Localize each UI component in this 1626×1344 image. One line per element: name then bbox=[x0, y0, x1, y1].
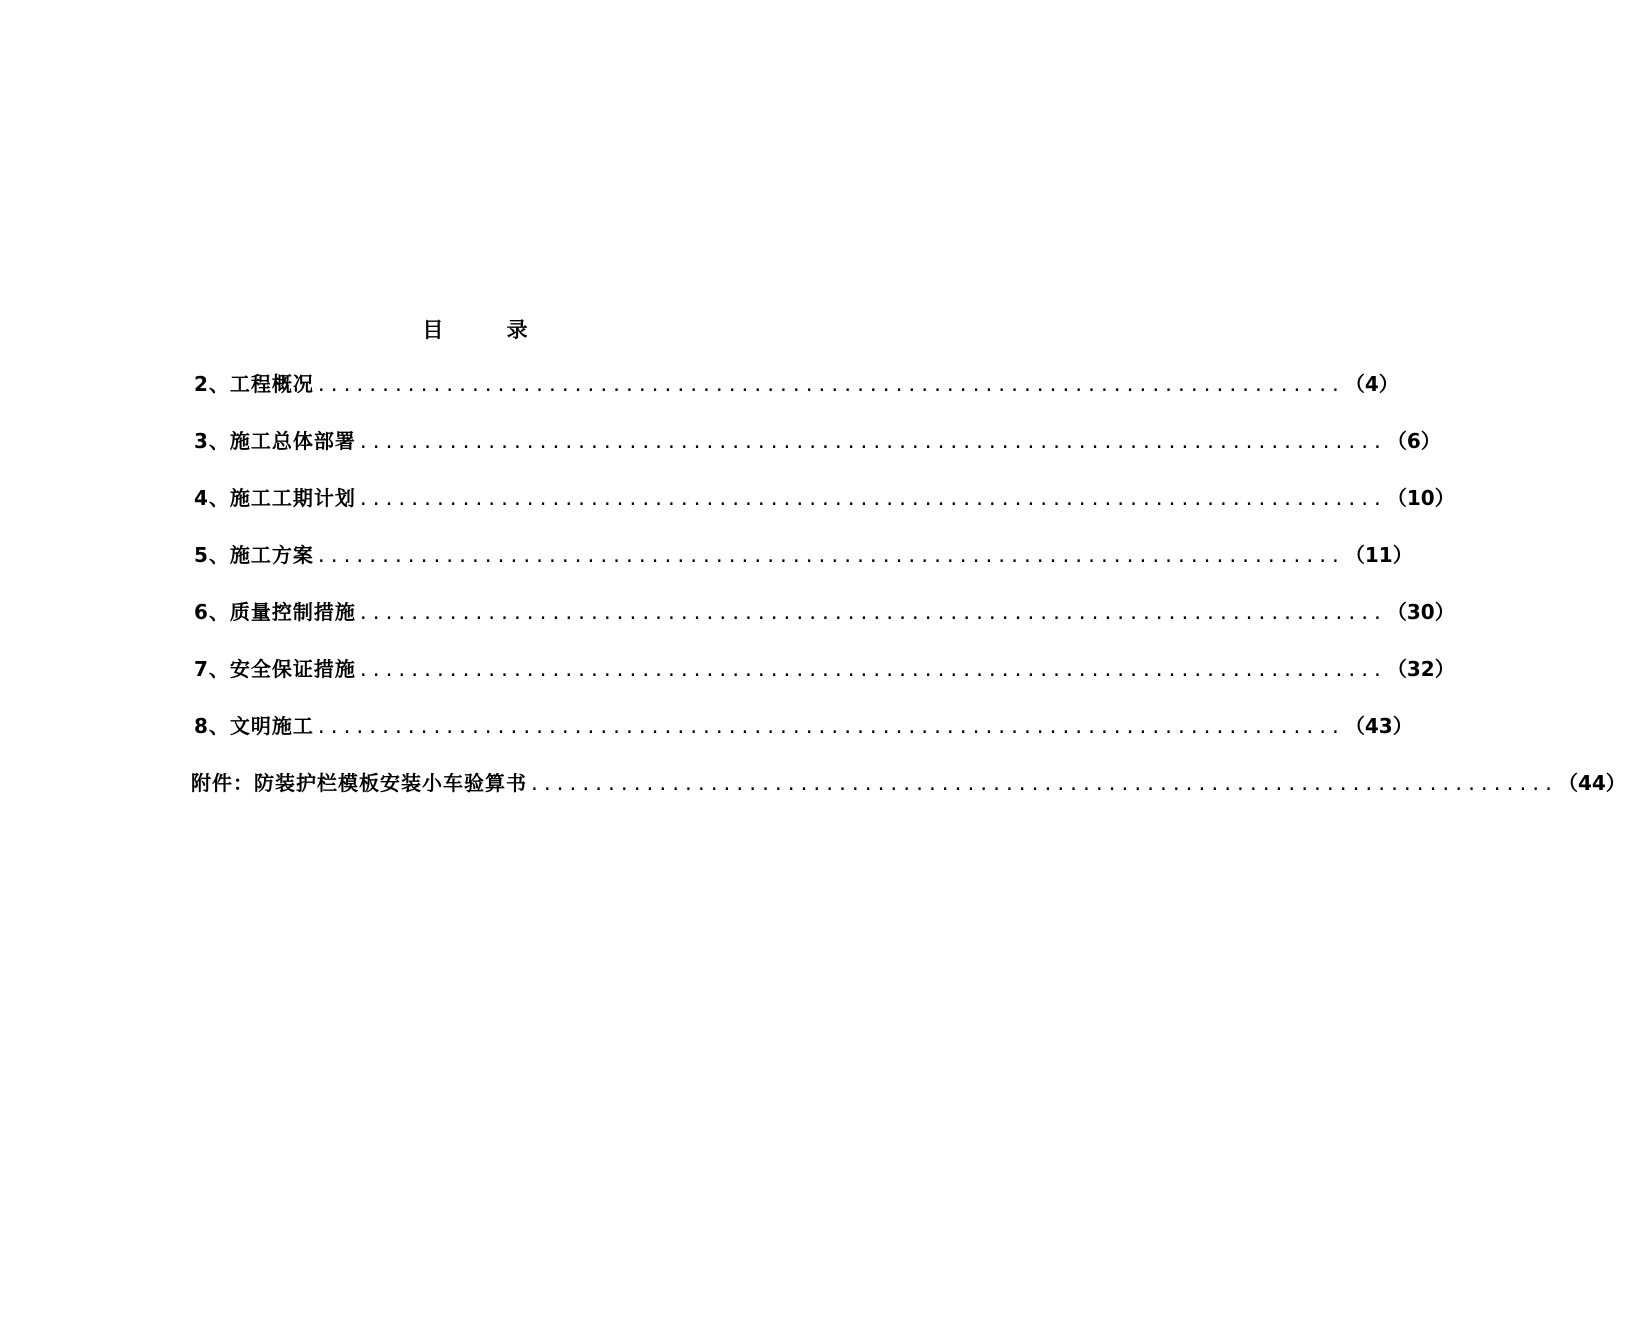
dot-leader: ................................................................................ bbox=[529, 774, 1556, 795]
toc-item-label: 2、工程概况 bbox=[194, 372, 314, 396]
toc-item-page: （11） bbox=[1344, 543, 1413, 567]
toc-item bbox=[191, 539, 1413, 596]
toc-item bbox=[191, 425, 1441, 482]
toc-item-page: （44） bbox=[1557, 771, 1626, 795]
table-of-contents bbox=[191, 368, 1626, 824]
toc-item-label: 5、施工方案 bbox=[194, 543, 314, 567]
toc-item bbox=[191, 596, 1455, 653]
toc-title: 目 录 bbox=[422, 318, 556, 342]
toc-item-page: （30） bbox=[1386, 600, 1455, 624]
toc-item bbox=[191, 653, 1455, 710]
toc-item-label: 7、安全保证措施 bbox=[194, 657, 356, 681]
toc-item-label: 4、施工工期计划 bbox=[194, 486, 356, 510]
dot-leader: ................................................................................ bbox=[315, 375, 1343, 396]
toc-item-label: 8、文明施工 bbox=[194, 714, 314, 738]
toc-item-label: 3、施工总体部署 bbox=[194, 429, 356, 453]
toc-item-page: （43） bbox=[1344, 714, 1413, 738]
toc-item-page: （4） bbox=[1344, 372, 1399, 396]
toc-item-label: 附件：防装护栏模板安装小车验算书 bbox=[191, 771, 527, 795]
dot-leader: ................................................................................ bbox=[357, 603, 1385, 624]
toc-item-page: （10） bbox=[1386, 486, 1455, 510]
toc-item-page: （32） bbox=[1386, 657, 1455, 681]
toc-item bbox=[191, 482, 1455, 539]
dot-leader: ................................................................................ bbox=[315, 546, 1343, 567]
dot-leader: ................................................................................ bbox=[315, 717, 1343, 738]
toc-item-page: （6） bbox=[1386, 429, 1441, 453]
toc-item bbox=[191, 767, 1626, 824]
dot-leader: ................................................................................ bbox=[357, 489, 1385, 510]
toc-item bbox=[191, 368, 1399, 425]
toc-item-label: 6、质量控制措施 bbox=[194, 600, 356, 624]
dot-leader: ................................................................................ bbox=[357, 660, 1385, 681]
dot-leader: ................................................................................ bbox=[357, 432, 1385, 453]
toc-item bbox=[191, 710, 1413, 767]
